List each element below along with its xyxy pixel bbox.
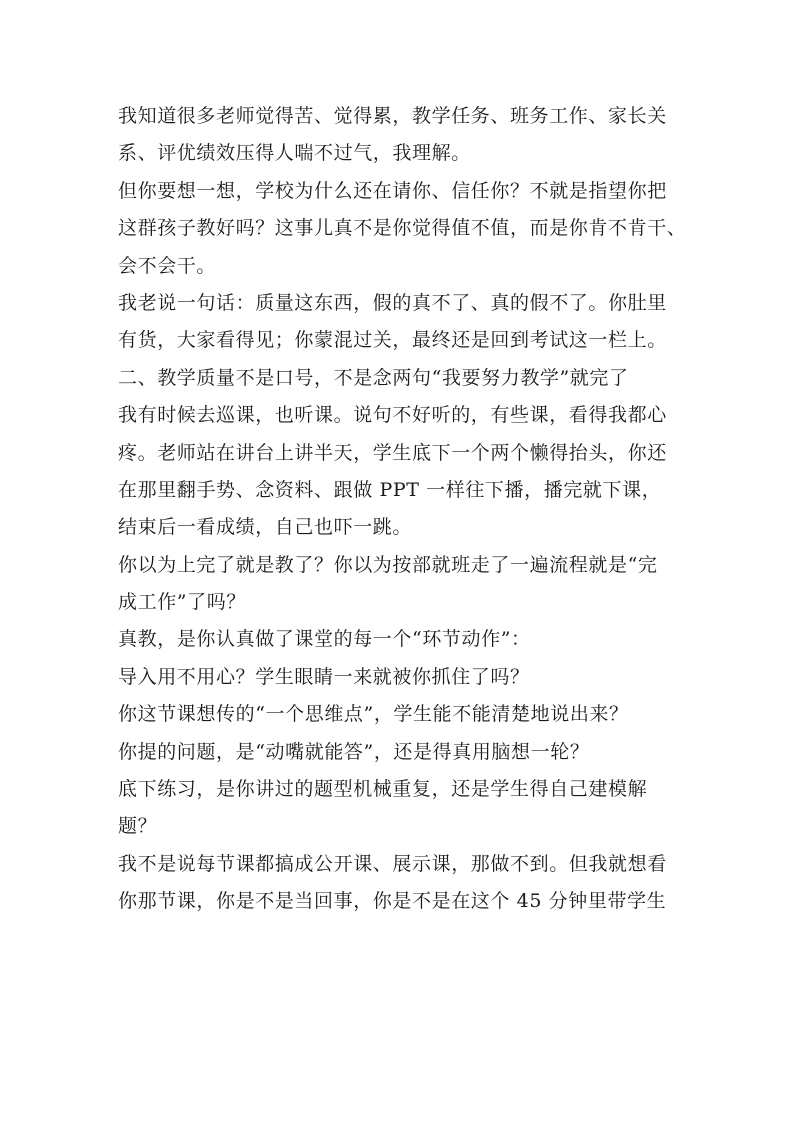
section-heading: 二、教学质量不是口号，不是念两句“我要努力教学”就完了 [118,366,629,389]
text-line: 会不会干。 [118,254,217,277]
text-line: 导入用不用心？学生眼睛一来就被你抓住了吗？ [118,665,530,688]
text-line: 底下练习，是你讲过的题型机械重复，还是学生得自己建模解 [118,778,648,801]
text-line: 结束后一看成绩，自己也吓一跳。 [118,516,413,539]
text-line: 在那里翻手势、念资料、跟做 PPT 一样往下播，播完就下课， [118,478,662,501]
text-line: 我有时候去巡课，也听课。说句不好听的，有些课，看得我都心 [118,404,667,427]
text-line: 系、评优绩效压得人喘不过气，我理解。 [118,142,471,165]
text-line: 成工作”了吗？ [118,591,246,614]
text-line: 疼。老师站在讲台上讲半天，学生底下一个两个懒得抬头，你还 [118,441,667,464]
text-line: 这群孩子教好吗？这事儿真不是你觉得值不值，而是你肯不肯干、 [118,217,687,240]
text-line: 有货，大家看得见；你蒙混过关，最终还是回到考试这一栏上。 [118,329,667,352]
text-line: 真教，是你认真做了课堂的每一个“环节动作”： [118,628,531,651]
text-line: 我不是说每节课都搞成公开课、展示课，那做不到。但我就想看 [118,852,667,875]
text-line: 你以为上完了就是教了？你以为按部就班走了一遍流程就是“完 [118,553,658,576]
text-line: 但你要想一想，学校为什么还在请你、信任你？不就是指望你把 [118,179,667,202]
document-body [118,98,688,921]
text-line: 你提的问题，是“动嘴就能答”，还是得真用脑想一轮？ [118,740,590,763]
text-line: 你那节课，你是不是当回事，你是不是在这个 45 分钟里带学生 [118,890,667,913]
text-line: 你这节课想传的“一个思维点”，学生能不能清楚地说出来？ [118,703,629,726]
text-line: 我老说一句话：质量这东西，假的真不了、真的假不了。你肚里 [118,291,667,314]
text-line: 我知道很多老师觉得苦、觉得累，教学任务、班务工作、家长关 [118,105,667,127]
text-line: 题？ [118,815,158,838]
